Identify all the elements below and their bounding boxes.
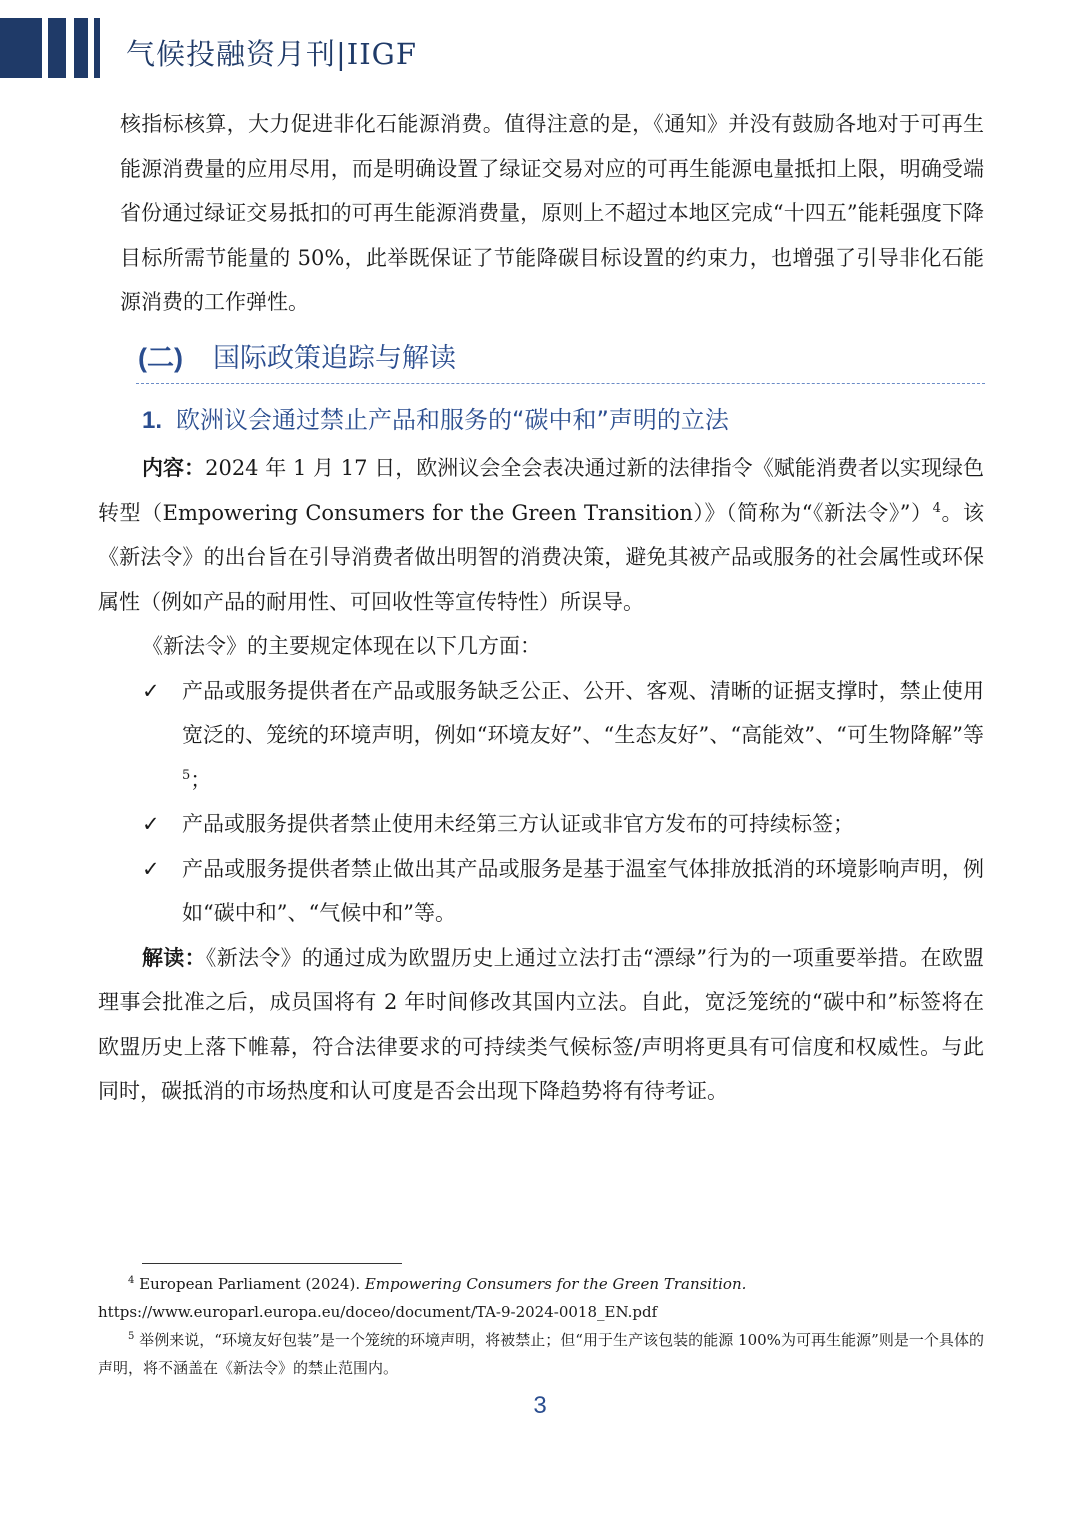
- subsection-title: 欧洲议会通过禁止产品和服务的“碳中和”声明的立法: [176, 406, 729, 434]
- header-title: 气候投融资月刊|IIGF: [126, 37, 417, 71]
- provision-text: 产品或服务提供者禁止做出其产品或服务是基于温室气体排放抵消的环境影响声明，例如“碳中和”、“气候中和”等。: [182, 856, 984, 925]
- section-heading: [138, 336, 456, 375]
- footnotes: [98, 1270, 984, 1382]
- section-divider: [136, 383, 985, 384]
- footnote-4-prefix: European Parliament (2024).: [139, 1275, 365, 1293]
- header-bar-2: [74, 18, 88, 78]
- interpretation-label: 解读：: [142, 945, 206, 970]
- content-label: 内容：: [142, 456, 206, 480]
- check-icon: ✓: [142, 678, 160, 703]
- subsection-number: 1.: [142, 407, 163, 434]
- interpretation-text: 《新法令》的通过成为欧盟历史上通过立法打击“漂绿”行为的一项重要举措。在欧盟理事会批准之后，成员国将有 2 年时间修改其国内立法。自此，宽泛笼统的“碳中和”标签将在欧盟历史上落下帷幕，符合法律要求的可持续类气候标签/声明将更具有可信度和权威性。与此同时，碳抵消的市场热度和认可度是否会出现下降趋势将有待考证。: [98, 945, 985, 1103]
- footnote-ref-5[interactable]: 5: [182, 767, 191, 783]
- check-icon: ✓: [142, 856, 160, 881]
- check-icon: ✓: [142, 812, 160, 836]
- header-bar-wide: [0, 18, 42, 78]
- intro-paragraph: 核指标核算，大力促进非化石能源消费。值得注意的是，《通知》并没有鼓励各地对于可再生能源消费量的应用尽用，而是明确设置了绿证交易对应的可再生能源电量抵扣上限，明确受端省份通过绿证交易抵扣的可再生能源消费量，原则上不超过本地区完成“十四五”能耗强度下降目标所需节能量的 50%，此举既保证了节能降碳目标设置的约束力，也增强了引导非化石能源消费的工作弹性。: [120, 112, 984, 314]
- provisions-intro: 《新法令》的主要规定体现在以下几方面：: [142, 634, 541, 658]
- footnote-ref-4[interactable]: 4: [932, 500, 941, 516]
- content-paragraph: [98, 446, 984, 624]
- page-number: 3: [533, 1392, 547, 1419]
- body-block: [98, 446, 984, 1114]
- intro-block: [98, 102, 984, 325]
- section-title: 国际政策追踪与解读: [212, 343, 456, 374]
- header-bar-1: [48, 18, 66, 78]
- interpretation-paragraph: [98, 936, 984, 1114]
- content-text: 2024 年 1 月 17 日，欧洲议会全会表决通过新的法律指令《赋能消费者以实现绿色转型（Empowering Consumers for the Green Transition）》（简称为“《新法令》”）: [98, 456, 985, 525]
- footnote-5-text: 举例来说，“环境友好包装”是一个笼统的环境声明，将被禁止；但“用于生产该包装的能源 100%为可再生能源”则是一个具体的声明，将不涵盖在《新法令》的禁止范围内。: [98, 1331, 984, 1377]
- footnote-rule: [142, 1263, 402, 1264]
- footnote-4: [98, 1270, 984, 1298]
- content-text-after: 。该《新法令》的出台旨在引导消费者做出明智的消费决策，避免其被产品或服务的社会属性或环保属性（例如产品的耐用性、可回收性等宣传特性）所误导。: [98, 500, 984, 614]
- footnote-4-number: 4: [128, 1275, 135, 1286]
- provision-text: 产品或服务提供者禁止使用未经第三方认证或非官方发布的可持续标签；: [182, 812, 854, 836]
- provision-text: 产品或服务提供者在产品或服务缺乏公正、公开、客观、清晰的证据支撑时，禁止使用宽泛的、笼统的环境声明，例如“环境友好”、“生态友好”、“高能效”、“可生物降解”等: [182, 678, 984, 747]
- footnote-5-number: 5: [128, 1331, 135, 1342]
- subsection-heading: [142, 400, 729, 435]
- footnote-4-title: Empowering Consumers for the Green Transition.: [364, 1275, 747, 1293]
- provision-tail: ；: [190, 767, 212, 792]
- header-bar-3: [94, 18, 100, 78]
- footnote-4-url[interactable]: https://www.europarl.europa.eu/doceo/document/TA-9-2024-0018_EN.pdf: [98, 1303, 658, 1321]
- provision-item: [98, 669, 984, 803]
- provision-item: [98, 847, 984, 936]
- provision-item: [98, 802, 984, 847]
- section-number: (二): [138, 343, 183, 373]
- footnote-5: [98, 1326, 984, 1382]
